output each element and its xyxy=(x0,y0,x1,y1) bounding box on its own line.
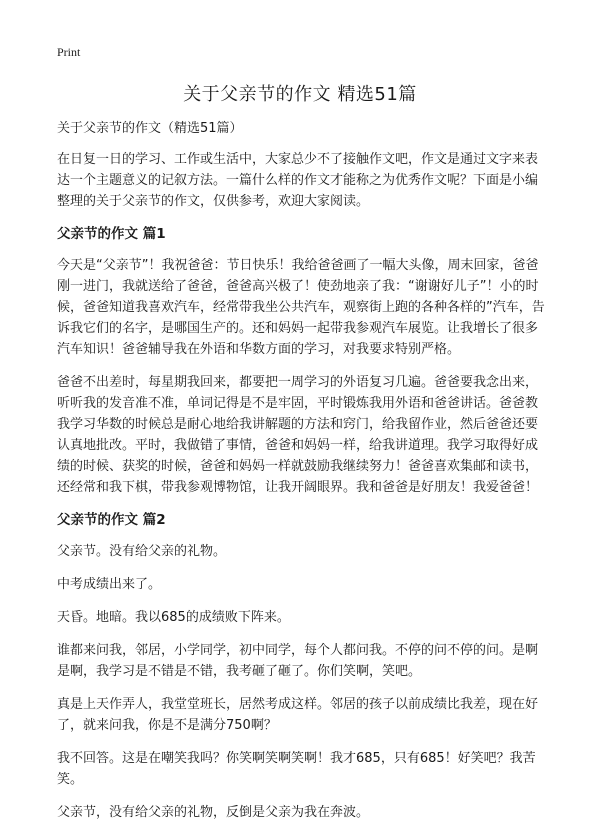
paragraph: 真是上天作弄人，我堂堂班长，居然考成这样。邻居的孩子以前成绩比我差，现在好了，就来问我，你是不是满分750啊？ xyxy=(57,697,539,733)
paragraph: 中考成绩出来了。 xyxy=(57,577,162,592)
paragraph: 父亲节，没有给父亲的礼物，反倒是父亲为我在奔波。 xyxy=(57,805,370,820)
print-link[interactable]: Print xyxy=(57,45,81,59)
page-title: 关于父亲节的作文 精选51篇 xyxy=(183,84,417,105)
paragraph: 我不回答。这是在嘲笑我吗？你笑啊笑啊笑啊！我才685，只有685！好笑吧？我苦笑。 xyxy=(57,751,536,787)
paragraph: 谁都来问我，邻居，小学同学，初中同学，每个人都问我。不停的问不停的问。是啊是啊，我学习是不错是不错，我考砸了砸了。你们笑啊，笑吧。 xyxy=(57,643,539,679)
paragraph: 今天是“父亲节”！我祝爸爸：节日快乐！我给爸爸画了一幅大头像，周末回家，爸爸刚一进门，我就送给了爸爸，爸爸高兴极了！使劲地亲了我：“谢谢好儿子”！小的时候，爸爸知道我喜欢汽车，经常带我坐公共汽车，观察街上跑的各种各样的”汽车，告诉我它们的名字，是哪国生产的。还和妈妈一起带我参观汽车展览。让我增长了很多汽车知识！爸爸辅导我在外语和华数方面的学习，对我要求特别严格。 xyxy=(57,258,545,357)
paragraph: 父亲节。没有给父亲的礼物。 xyxy=(57,544,227,559)
intro-paragraph: 在日复一日的学习、工作或生活中，大家总少不了接触作文吧，作文是通过文字来表达一个主题意义的记叙方法。一篇什么样的作文才能称之为优秀作文呢？下面是小编整理的关于父亲节的作文，仅供参考，欢迎大家阅读。 xyxy=(57,152,539,209)
subtitle: 关于父亲节的作文（精选51篇） xyxy=(57,121,243,136)
article-body xyxy=(57,118,547,835)
section-heading: 父亲节的作文 篇1 xyxy=(57,226,166,242)
paragraph: 爸爸不出差时，每星期我回来，都要把一周学习的外语复习几遍。爸爸要我念出来，听听我的发音准不准，单词记得是不是牢固，平时锻炼我用外语和爸爸讲话。爸爸教我学习华数的时候总是耐心地给我讲解题的方法和窍门，给我留作业，然后爸爸还要认真地批改。平时，我做错了事情，爸爸和妈妈一样，给我讲道理。我学习取得好成绩的时候、获奖的时候，爸爸和妈妈一样就鼓励我继续努力！爸爸喜欢集邮和读书，还经常和我下棋，带我参观博物馆，让我开阔眼界。我和爸爸是好朋友！我爱爸爸！ xyxy=(57,375,539,495)
section-heading: 父亲节的作文 篇2 xyxy=(57,512,166,528)
paragraph: 天昏。地暗。我以685的成绩败下阵来。 xyxy=(57,610,290,625)
